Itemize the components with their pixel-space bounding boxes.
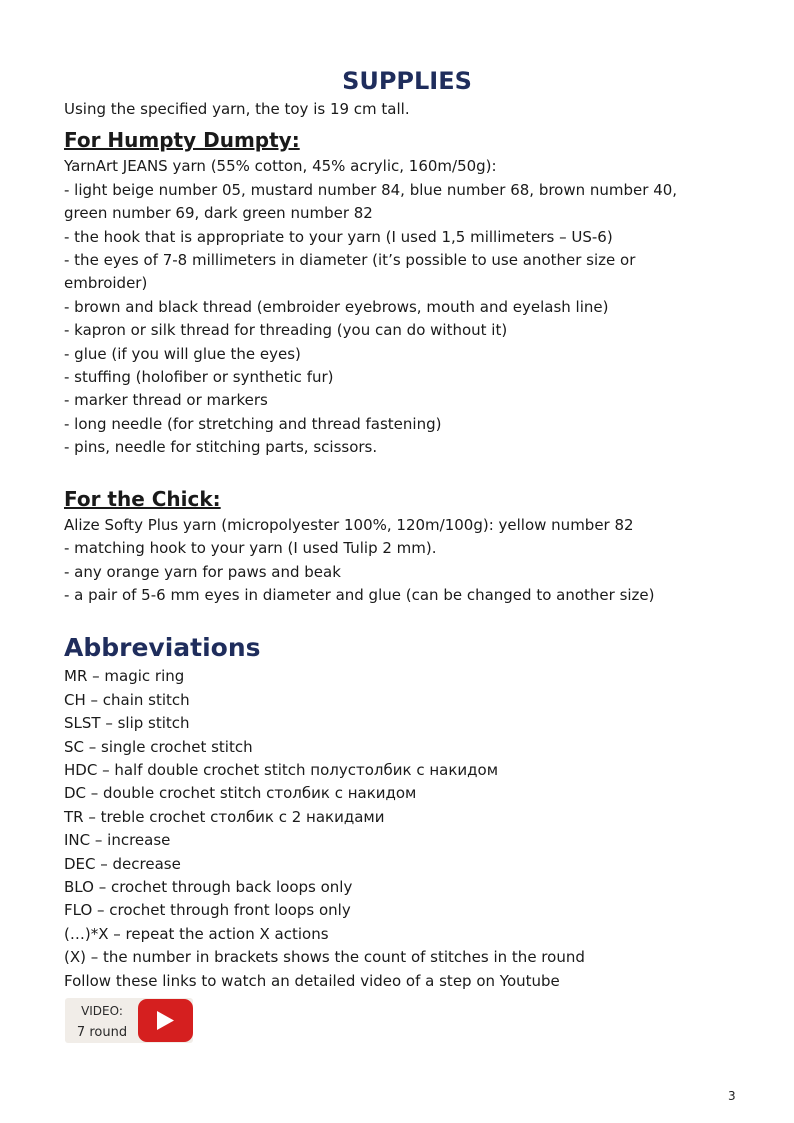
video-label-block (69, 1002, 135, 1042)
list-item: FLO – crochet through front loops only (64, 901, 351, 920)
list-item: HDC – half double crochet stitch полустолбик с накидом (64, 760, 499, 779)
list-item: - light beige number 05, mustard number 84, blue number 68, brown number 40, (64, 180, 678, 199)
list-item: - brown and black thread (embroider eyebrows, mouth and eyelash line) (64, 297, 609, 316)
list-item: DC – double crochet stitch столбик с накидом (64, 784, 417, 803)
list-item: Follow these links to watch an detailed video of a step on Youtube (64, 971, 560, 990)
list-item: - long needle (for stretching and thread fastening) (64, 414, 442, 433)
list-item: - the hook that is appropriate to your yarn (I used 1,5 millimeters – US-6) (64, 227, 613, 246)
list-item: green number 69, dark green number 82 (64, 204, 373, 223)
chick-list (64, 514, 744, 608)
list-item: - a pair of 5-6 mm eyes in diameter and glue (can be changed to another size) (64, 585, 655, 604)
video-link-button[interactable] (65, 998, 193, 1043)
list-item: - kapron or silk thread for threading (you can do without it) (64, 321, 508, 340)
intro-text: Using the specified yarn, the toy is 19 cm tall. (64, 100, 410, 118)
list-item: BLO – crochet through back loops only (64, 877, 353, 896)
list-item: MR – magic ring (64, 667, 185, 686)
list-item: - marker thread or markers (64, 391, 268, 410)
list-item: Alize Softy Plus yarn (micropolyester 100%, 120m/100g): yellow number 82 (64, 515, 634, 534)
page-title: SUPPLIES (342, 67, 472, 95)
list-item: embroider) (64, 274, 148, 293)
page-number: 3 (728, 1089, 736, 1103)
page-content (64, 64, 744, 993)
list-item: SC – single crochet stitch (64, 737, 253, 756)
list-item: (X) – the number in brackets shows the count of stitches in the round (64, 948, 585, 967)
humpty-heading: For Humpty Dumpty: (64, 128, 300, 153)
video-label: VIDEO: (81, 1004, 123, 1018)
chick-heading: For the Chick: (64, 486, 221, 511)
abbreviations-heading: Abbreviations (64, 633, 261, 663)
list-item: DEC – decrease (64, 854, 181, 873)
list-item: - any orange yarn for paws and beak (64, 562, 341, 581)
youtube-play-icon[interactable] (138, 999, 193, 1042)
list-item: TR – treble crochet столбик с 2 накидами (64, 807, 385, 826)
list-item: CH – chain stitch (64, 690, 190, 709)
list-item: - glue (if you will glue the eyes) (64, 344, 301, 363)
list-item: SLST – slip stitch (64, 714, 190, 733)
list-item: - stuffing (holofiber or synthetic fur) (64, 368, 334, 387)
list-item: - the eyes of 7-8 millimeters in diameter (it’s possible to use another size or (64, 251, 636, 270)
humpty-list (64, 155, 744, 459)
list-item: - matching hook to your yarn (I used Tulip 2 mm). (64, 539, 437, 558)
list-item: - pins, needle for stitching parts, scissors. (64, 438, 378, 457)
video-caption: 7 round (76, 1025, 128, 1040)
list-item: (…)*X – repeat the action X actions (64, 924, 329, 943)
list-item: INC – increase (64, 831, 171, 850)
list-item: YarnArt JEANS yarn (55% cotton, 45% acrylic, 160m/50g): (64, 157, 497, 176)
abbreviations-list (64, 665, 744, 993)
